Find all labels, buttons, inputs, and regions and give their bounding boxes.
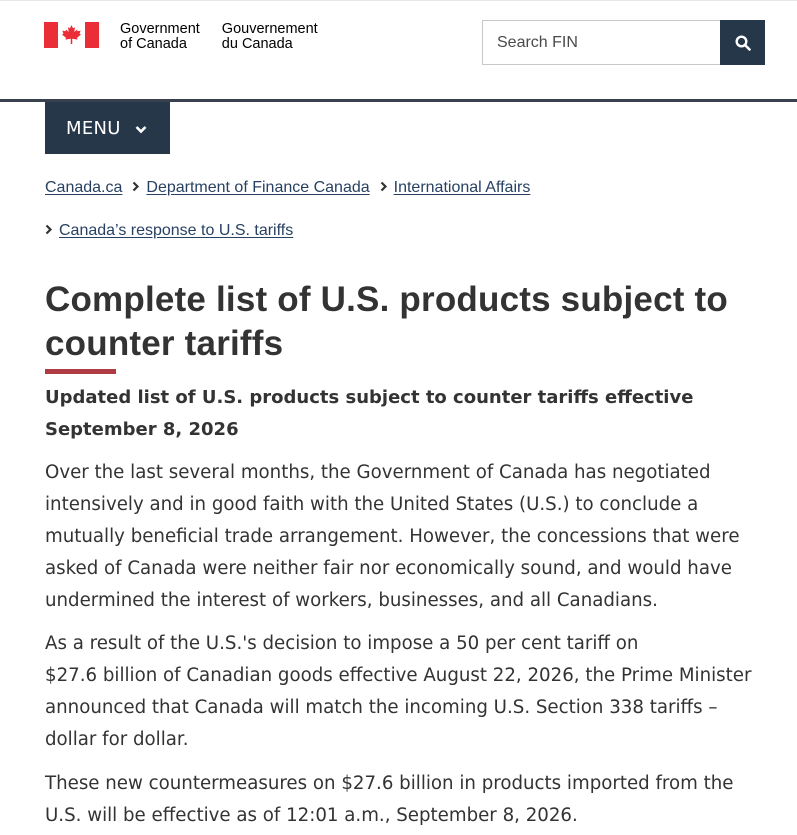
paragraph-line: dollar for dollar. bbox=[45, 729, 189, 750]
breadcrumb-item bbox=[45, 222, 293, 240]
paragraph-tariff-decision bbox=[45, 628, 765, 756]
paragraph-line: $27.6 billion of Canadian goods effective August 22, 2026, the Prime Minister bbox=[45, 665, 752, 686]
breadcrumb-row bbox=[45, 219, 765, 243]
paragraph-line: mutually beneficial trade arrangement. However, the concessions that were bbox=[45, 526, 740, 547]
paragraph-line: announced that Canada will match the incoming U.S. Section 338 tariffs – bbox=[45, 697, 718, 718]
paragraph-line: U.S. will be effective as of 12:01 a.m., September 8, 2026. bbox=[45, 805, 578, 826]
subheading bbox=[45, 382, 765, 446]
page-title-line2: counter tariffs bbox=[45, 324, 284, 363]
chevron-right-icon bbox=[132, 179, 140, 197]
breadcrumb-row bbox=[45, 176, 765, 200]
signature-fr-line1: Gouvernement bbox=[221, 21, 318, 37]
page-title bbox=[45, 278, 765, 366]
breadcrumb-link-international-affairs[interactable]: International Affairs bbox=[393, 179, 531, 196]
signature-en-line1: Government bbox=[120, 21, 200, 37]
subheading-line2: September 8, 2026 bbox=[45, 419, 239, 440]
search-form bbox=[482, 20, 765, 65]
breadcrumb-item bbox=[45, 179, 122, 197]
site-header bbox=[0, 0, 797, 102]
signature-fr-line2: du Canada bbox=[221, 36, 293, 52]
search-button[interactable] bbox=[720, 20, 765, 65]
government-signature[interactable] bbox=[44, 22, 318, 54]
signature-en-line2: of Canada bbox=[120, 36, 187, 52]
chevron-right-icon bbox=[45, 222, 53, 240]
paragraph-line: As a result of the U.S.'s decision to impose a 50 per cent tariff on bbox=[45, 633, 639, 654]
paragraph-line: undermined the interest of workers, businesses, and all Canadians. bbox=[45, 590, 658, 611]
breadcrumb-item bbox=[132, 179, 369, 197]
paragraph-line: intensively and in good faith with the United States (U.S.) to conclude a bbox=[45, 494, 699, 515]
title-accent-bar bbox=[45, 369, 116, 374]
paragraph-countermeasures bbox=[45, 768, 765, 832]
breadcrumb bbox=[45, 176, 765, 243]
menu-label: MENU bbox=[66, 117, 121, 139]
paragraph-intro bbox=[45, 457, 765, 617]
breadcrumb-item bbox=[380, 179, 531, 197]
signature-english bbox=[120, 22, 200, 52]
chevron-right-icon bbox=[380, 179, 388, 197]
signature-french bbox=[222, 22, 318, 52]
menu-button[interactable] bbox=[45, 102, 170, 154]
subheading-line1: Updated list of U.S. products subject to counter tariffs effective bbox=[45, 387, 694, 408]
chevron-down-icon bbox=[135, 118, 147, 139]
breadcrumb-link-canada[interactable]: Canada.ca bbox=[45, 179, 123, 196]
paragraph-line: These new countermeasures on $27.6 billion in products imported from the bbox=[45, 773, 734, 794]
paragraph-line: Over the last several months, the Government of Canada has negotiated bbox=[45, 462, 711, 483]
search-input[interactable] bbox=[482, 20, 720, 65]
breadcrumb-link-tariff-response[interactable]: Canada’s response to U.S. tariffs bbox=[59, 222, 294, 239]
canada-flag-icon bbox=[44, 22, 99, 48]
page-title-line1: Complete list of U.S. products subject to bbox=[45, 280, 728, 319]
breadcrumb-link-finance[interactable]: Department of Finance Canada bbox=[146, 179, 370, 196]
search-icon bbox=[735, 35, 751, 51]
paragraph-line: asked of Canada were neither fair nor economically sound, and would have bbox=[45, 558, 732, 579]
